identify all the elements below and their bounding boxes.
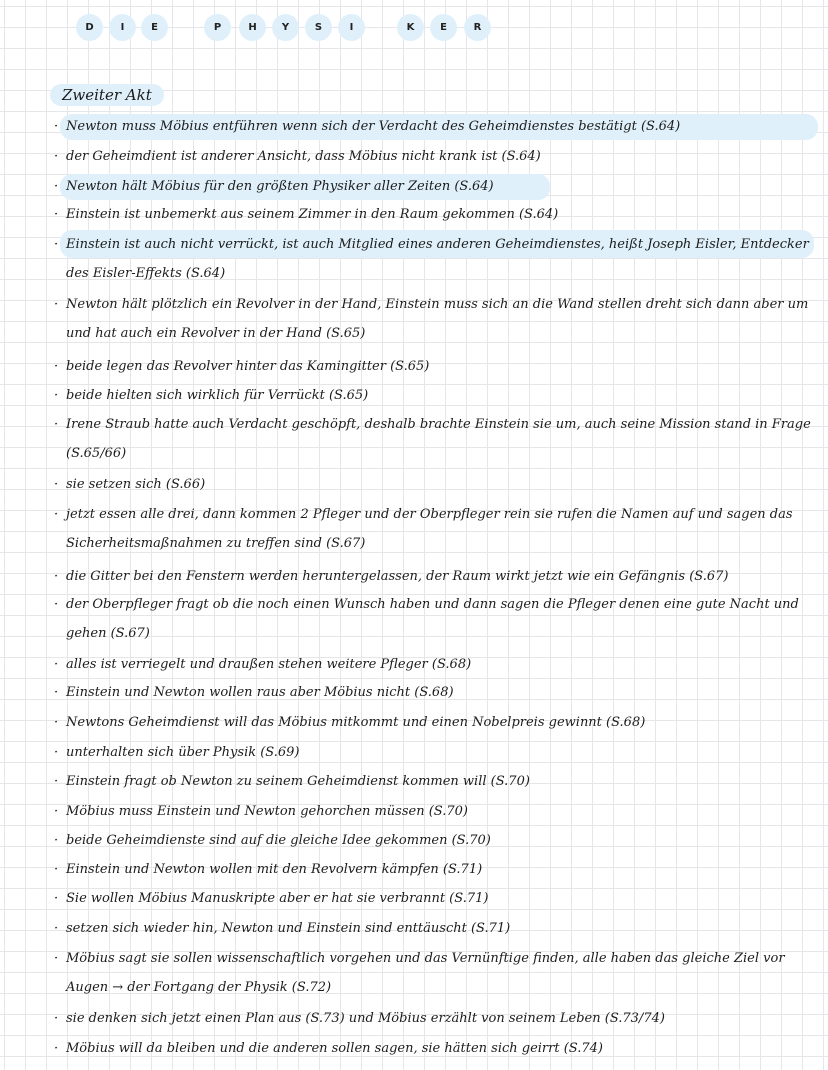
bullet: ·	[54, 297, 59, 312]
title-letter: I	[338, 14, 365, 41]
note-text: sie denken sich jetzt einen Plan aus (S.73) und Möbius erzählt von seinem Leben (S.73/74)	[66, 1011, 665, 1026]
bullet: ·	[54, 388, 59, 403]
title-letter: K	[397, 14, 424, 41]
section-heading: Zweiter Akt	[50, 84, 164, 106]
bullet: ·	[54, 179, 59, 194]
note-text: jetzt essen alle drei, dann kommen 2 Pfleger und der Oberpfleger rein sie rufen die Namen auf und sagen das Sicherheitsmaßnahmen zu treffen sind (S.67)	[66, 507, 793, 551]
note-text: der Oberpfleger fragt ob die noch einen Wunsch haben und dann sagen die Pfleger denen eine gute Nacht und gehen (S.67)	[66, 597, 799, 641]
note-text: Einstein fragt ob Newton zu seinem Geheimdienst kommen will (S.70)	[66, 774, 530, 789]
bullet: ·	[54, 804, 59, 819]
note-text: Newton hält Möbius für den größten Physiker aller Zeiten (S.64)	[66, 179, 494, 194]
title-letter: P	[204, 14, 231, 41]
title-letter: D	[76, 14, 103, 41]
title-letter: S	[305, 14, 332, 41]
note-text: Möbius sagt sie sollen wissenschaftlich vorgehen und das Vernünftige finden, alle haben das gleiche Ziel vor Augen → der Fortgang der Physik (S.72)	[66, 951, 785, 995]
note-text: Irene Straub hatte auch Verdacht geschöpft, deshalb brachte Einstein sie um, auch seine Mission stand in Frage (S.65/66)	[66, 417, 811, 461]
bullet: ·	[54, 477, 59, 492]
note-text: Möbius will da bleiben und die anderen sollen sagen, sie hätten sich geirrt (S.74)	[66, 1041, 603, 1056]
note-text: Einstein ist auch nicht verrückt, ist auch Mitglied eines anderen Geheimdienstes, heißt Joseph Eisler, Entdecker des Eisler-Effekts (S.64)	[66, 237, 809, 281]
bullet: ·	[54, 891, 59, 906]
bullet: ·	[54, 1041, 59, 1056]
bullet: ·	[54, 921, 59, 936]
bullet: ·	[54, 862, 59, 877]
note-text: Einstein und Newton wollen mit den Revolvern kämpfen (S.71)	[66, 862, 483, 877]
note-text: Sie wollen Möbius Manuskripte aber er hat sie verbrannt (S.71)	[66, 891, 489, 906]
bullet: ·	[54, 237, 59, 252]
bullet: ·	[54, 507, 59, 522]
title-letter: E	[430, 14, 457, 41]
bullet: ·	[54, 149, 59, 164]
bullet: ·	[54, 685, 59, 700]
note-text: der Geheimdient ist anderer Ansicht, dass Möbius nicht krank ist (S.64)	[66, 149, 541, 164]
note-text: Newtons Geheimdienst will das Möbius mitkommt und einen Nobelpreis gewinnt (S.68)	[66, 715, 646, 730]
bullet: ·	[54, 657, 59, 672]
note-text: beide hielten sich wirklich für Verrückt (S.65)	[66, 388, 369, 403]
bullet: ·	[54, 715, 59, 730]
bullet: ·	[54, 417, 59, 432]
note-text: beide legen das Revolver hinter das Kamingitter (S.65)	[66, 359, 430, 374]
title-letter: H	[239, 14, 266, 41]
bullet: ·	[54, 951, 59, 966]
note-text: Newton muss Möbius entführen wenn sich der Verdacht des Geheimdienstes bestätigt (S.64)	[66, 119, 681, 134]
note-text: sie setzen sich (S.66)	[66, 477, 206, 492]
bullet: ·	[54, 774, 59, 789]
bullet: ·	[54, 119, 59, 134]
note-text: Newton hält plötzlich ein Revolver in der Hand, Einstein muss sich an die Wand stellen dreht sich dann aber um und hat auch ein Revolver in der Hand (S.65)	[66, 297, 809, 341]
title-letter: Y	[272, 14, 299, 41]
note-text: alles ist verriegelt und draußen stehen weitere Pfleger (S.68)	[66, 657, 472, 672]
bullet: ·	[54, 745, 59, 760]
bullet: ·	[54, 833, 59, 848]
bullet: ·	[54, 359, 59, 374]
note-text: die Gitter bei den Fenstern werden heruntergelassen, der Raum wirkt jetzt wie ein Gefängnis (S.67)	[66, 569, 729, 584]
note-text: beide Geheimdienste sind auf die gleiche Idee gekommen (S.70)	[66, 833, 491, 848]
title-letter: R	[464, 14, 491, 41]
note-text: Einstein ist unbemerkt aus seinem Zimmer in den Raum gekommen (S.64)	[66, 207, 559, 222]
bullet: ·	[54, 597, 59, 612]
note-text: unterhalten sich über Physik (S.69)	[66, 745, 300, 760]
bullet: ·	[54, 1011, 59, 1026]
bullet: ·	[54, 207, 59, 222]
bullet: ·	[54, 569, 59, 584]
title-letter: I	[109, 14, 136, 41]
title-letter: E	[141, 14, 168, 41]
note-text: setzen sich wieder hin, Newton und Einstein sind enttäuscht (S.71)	[66, 921, 511, 936]
note-text: Einstein und Newton wollen raus aber Möbius nicht (S.68)	[66, 685, 454, 700]
note-text: Möbius muss Einstein und Newton gehorchen müssen (S.70)	[66, 804, 468, 819]
